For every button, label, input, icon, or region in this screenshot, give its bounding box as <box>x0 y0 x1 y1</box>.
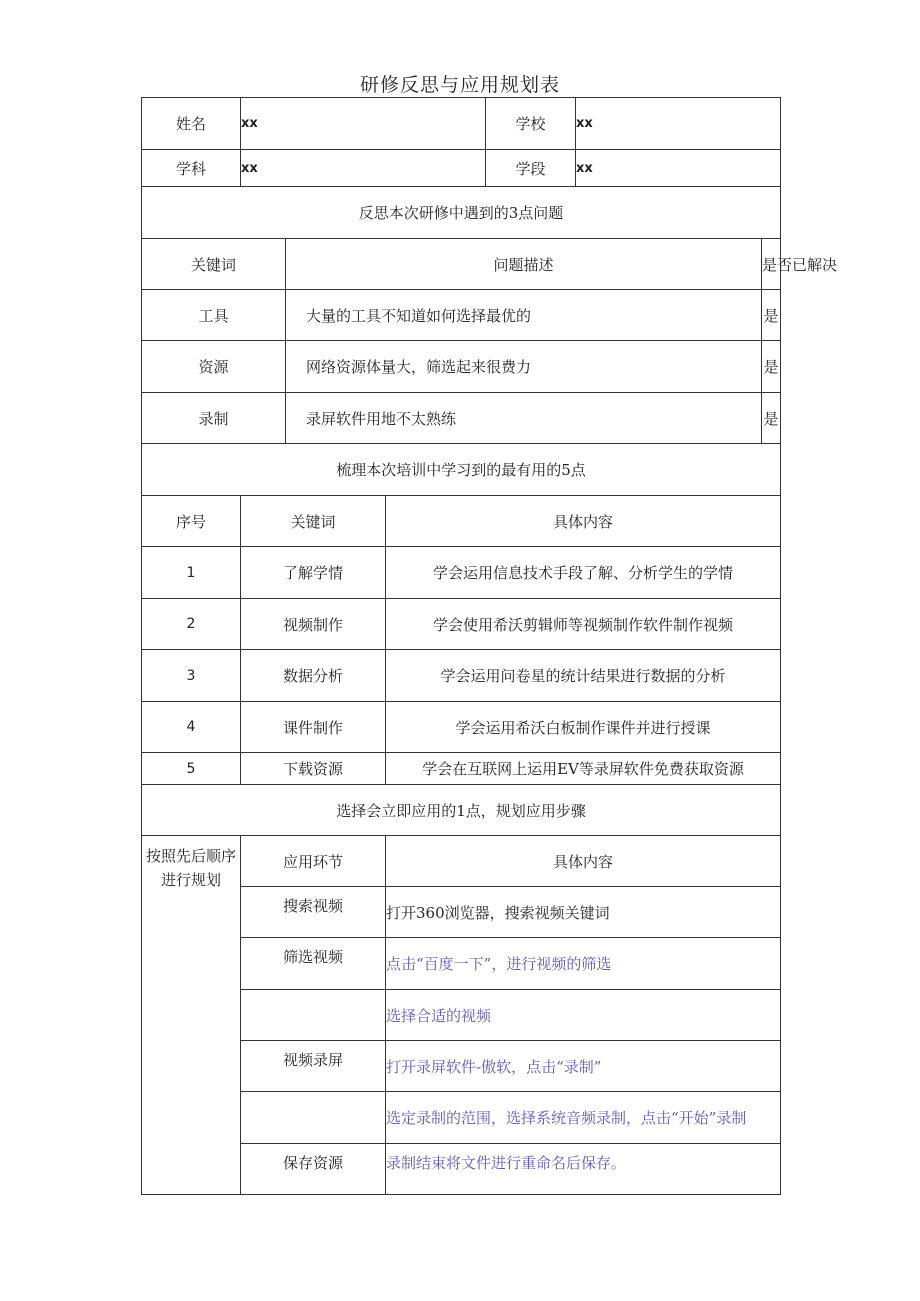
problems-heading: 反思本次研修中遇到的3点问题 <box>142 187 781 239</box>
name-value: xx <box>241 98 486 150</box>
problem-solved: 是 <box>762 341 781 393</box>
table-row <box>142 290 781 341</box>
table-row <box>142 753 781 785</box>
school-label: 学校 <box>486 98 576 150</box>
plan-side-label: 按照先后顺序进行规划 <box>142 836 241 1195</box>
school-value: xx <box>576 98 781 150</box>
table-row <box>142 547 781 599</box>
plan-stage: 视频录屏 <box>241 1041 386 1092</box>
plan-stage: 保存资源 <box>241 1144 386 1195</box>
table-row <box>142 341 781 393</box>
subject-value: xx <box>241 150 486 187</box>
table-row <box>142 393 781 444</box>
plan-stage: 搜索视频 <box>241 887 386 938</box>
plan-stage <box>241 1092 386 1144</box>
problems-header-solved: 是否已解决 <box>762 239 781 290</box>
plan-content: 打开360浏览器，搜索视频关键词 <box>386 887 781 938</box>
problem-solved: 是 <box>762 393 781 444</box>
plan-header-stage: 应用环节 <box>241 836 386 887</box>
learned-content: 学会运用问卷星的统计结果进行数据的分析 <box>386 650 781 702</box>
learned-no: 2 <box>142 599 241 650</box>
table-row <box>142 599 781 650</box>
learned-keyword: 视频制作 <box>241 599 386 650</box>
problems-header-desc: 问题描述 <box>286 239 762 290</box>
learned-header-no: 序号 <box>142 496 241 547</box>
learned-no: 1 <box>142 547 241 599</box>
problems-header-keyword: 关键词 <box>142 239 286 290</box>
problem-keyword: 录制 <box>142 393 286 444</box>
problem-solved: 是 <box>762 290 781 341</box>
page-title: 研修反思与应用规划表 <box>359 74 560 96</box>
problem-desc: 网络资源体量大，筛选起来很费力 <box>286 341 762 393</box>
learned-content: 学会使用希沃剪辑师等视频制作软件制作视频 <box>386 599 781 650</box>
plan-content: 选定录制的范围，选择系统音频录制，点击“开始”录制 <box>386 1092 781 1144</box>
learned-header-content: 具体内容 <box>386 496 781 547</box>
learned-no: 4 <box>142 702 241 753</box>
learned-header-keyword: 关键词 <box>241 496 386 547</box>
name-label: 姓名 <box>142 98 241 150</box>
learned-heading: 梳理本次培训中学习到的最有用的5点 <box>142 444 781 496</box>
plan-content: 选择合适的视频 <box>386 990 781 1041</box>
learned-content: 学会在互联网上运用EV等录屏软件免费获取资源 <box>386 753 781 785</box>
plan-stage <box>241 990 386 1041</box>
plan-heading: 选择会立即应用的1点，规划应用步骤 <box>142 785 781 836</box>
stage-label: 学段 <box>486 150 576 187</box>
learned-keyword: 课件制作 <box>241 702 386 753</box>
plan-stage: 筛选视频 <box>241 938 386 990</box>
learned-keyword: 了解学情 <box>241 547 386 599</box>
plan-content: 点击“百度一下”，进行视频的筛选 <box>386 938 781 990</box>
learned-content: 学会运用信息技术手段了解、分析学生的学情 <box>386 547 781 599</box>
reflection-form-table <box>141 97 838 1195</box>
stage-value: xx <box>576 150 781 187</box>
plan-header-content: 具体内容 <box>386 836 781 887</box>
problem-desc: 录屏软件用地不太熟练 <box>286 393 762 444</box>
plan-content: 打开录屏软件-傲软，点击“录制” <box>386 1041 781 1092</box>
problem-keyword: 工具 <box>142 290 286 341</box>
learned-content: 学会运用希沃白板制作课件并进行授课 <box>386 702 781 753</box>
table-row <box>142 702 781 753</box>
learned-no: 3 <box>142 650 241 702</box>
plan-content: 录制结束将文件进行重命名后保存。 <box>386 1144 781 1195</box>
learned-no: 5 <box>142 753 241 785</box>
problem-keyword: 资源 <box>142 341 286 393</box>
problem-desc: 大量的工具不知道如何选择最优的 <box>286 290 762 341</box>
table-row <box>142 650 781 702</box>
learned-keyword: 数据分析 <box>241 650 386 702</box>
subject-label: 学科 <box>142 150 241 187</box>
learned-keyword: 下载资源 <box>241 753 386 785</box>
